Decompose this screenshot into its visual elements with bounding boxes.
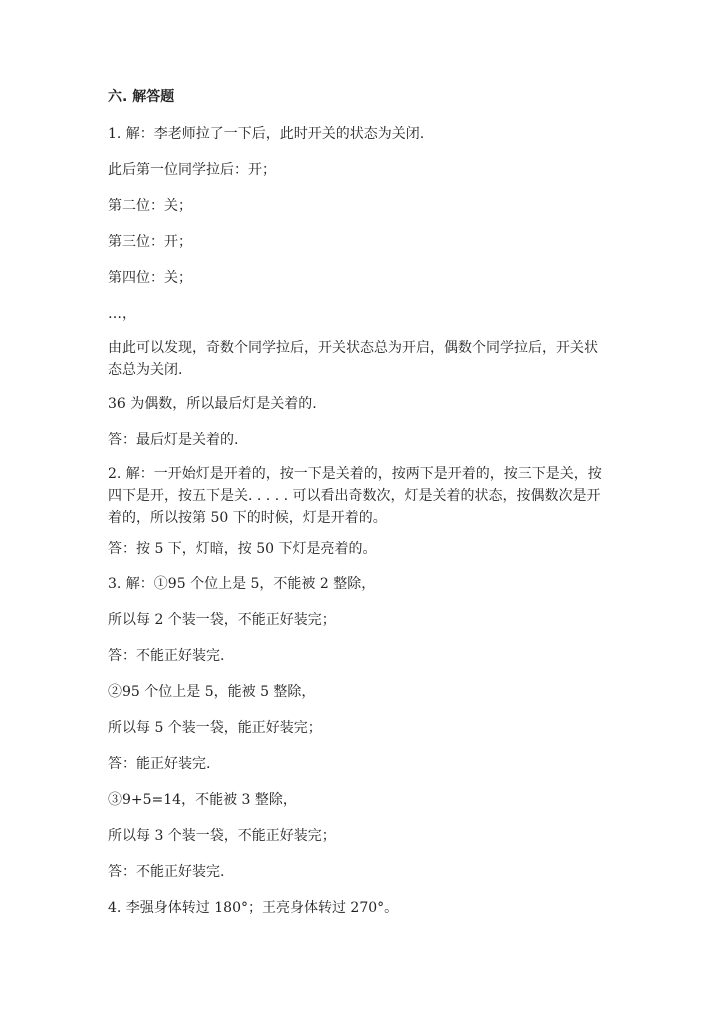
q1-line-2: 此后第一位同学拉后：开； [108,162,276,178]
q3-line-8: 所以每 3 个装一袋，不能正好装完； [108,828,336,844]
q3-line-6: 答：能正好装完. [108,756,211,772]
q3-line-5: 所以每 5 个装一袋，能正好装完； [108,720,322,736]
q1-line-7: 由此可以发现，奇数个同学拉后，开关状态总为开启，偶数个同学拉后，开关状态总为关闭. [108,340,598,378]
q3-line-3: 答：不能正好装完. [108,648,225,664]
q1-line-5: 第四位：关； [108,270,192,286]
q1-line-1: 1. 解：李老师拉了一下后，此时开关的状态为关闭. [108,126,425,142]
q1-line-3: 第二位：关； [108,198,192,214]
section-title: 六. 解答题 [108,89,175,105]
q1-line-8: 36 为偶数，所以最后灯是关着的. [108,396,317,412]
q2-line-1: 2. 解：一开始灯是开着的，按一下是关着的，按两下是开着的，按三下是关，按四下是开，按五下是关. . . . . 可以看出奇数次，灯是关着的状态，按偶数次是开着的，所以按第 50 下的时候，灯是开着的。 [108,466,602,526]
q2-line-2: 答：按 5 下，灯暗，按 50 下灯是亮着的。 [108,541,377,557]
q3-line-2: 所以每 2 个装一袋，不能正好装完； [108,612,336,628]
q3-line-1: 3. 解：①95 个位上是 5，不能被 2 整除， [108,576,376,592]
q3-line-4: ②95 个位上是 5，能被 5 整除， [108,684,316,700]
q3-line-9: 答：不能正好装完. [108,864,225,880]
q1-line-6: …， [108,306,136,322]
q1-line-4: 第三位：开； [108,234,192,250]
q4-line-1: 4. 李强身体转过 180°；王亮身体转过 270°。 [108,900,399,916]
q3-line-7: ③9+5=14，不能被 3 整除， [108,792,297,808]
q1-line-9: 答：最后灯是关着的. [108,432,239,448]
